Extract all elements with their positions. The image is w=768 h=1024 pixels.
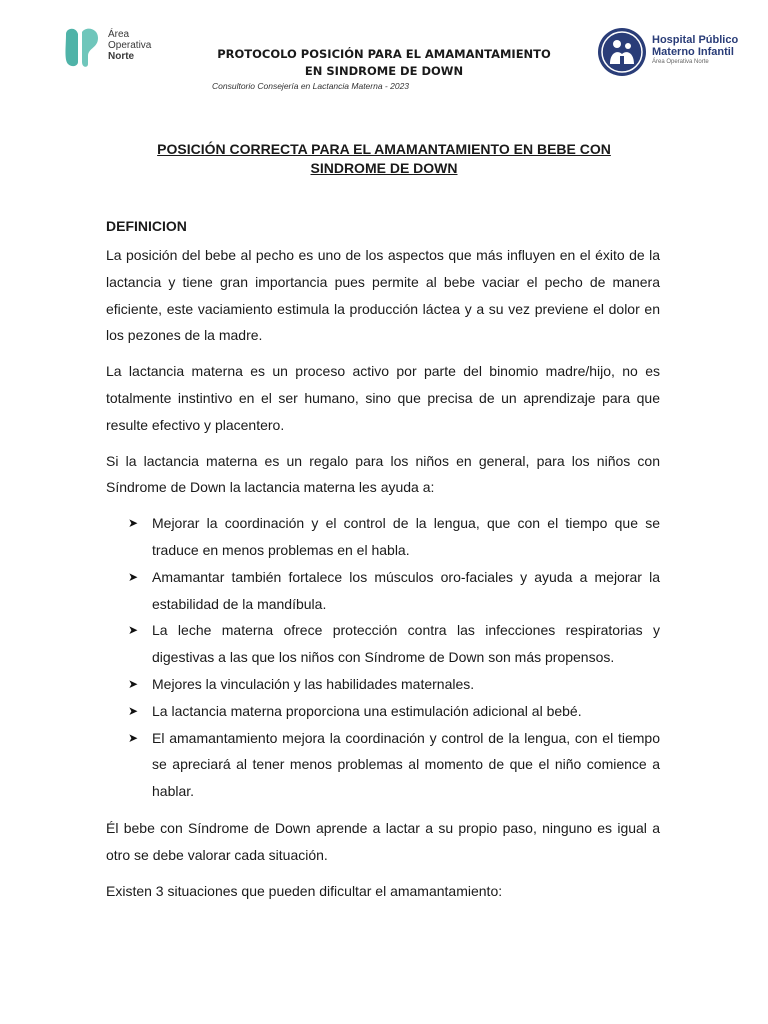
list-item-text: Amamantar también fortalece los músculos oro-faciales y ayuda a mejorar la estabilidad de la mandíbula.: [152, 568, 660, 612]
document-title-line2: SINDROME DE DOWN: [310, 160, 458, 176]
section-heading: DEFINICION: [106, 218, 187, 234]
list-item-text: La lactancia materna proporciona una estimulación adicional al bebé.: [152, 702, 582, 719]
paragraph: Si la lactancia materna es un regalo para los niños en general, para los niños con Síndrome de Down la lactancia materna les ayuda a:: [106, 452, 660, 496]
logo-right-line1: Hospital Público: [652, 34, 739, 46]
list-item: [106, 725, 660, 805]
page-header: [0, 0, 768, 110]
paragraph: Existen 3 situaciones que pueden dificultar el amamantamiento:: [106, 882, 503, 899]
paragraph: Él bebe con Síndrome de Down aprende a lactar a su propio paso, ninguno es igual a otro se debe valorar cada situación.: [106, 819, 660, 863]
benefits-list: [106, 510, 660, 805]
logo-right-line2: Materno Infantil: [652, 46, 734, 58]
list-item: [106, 510, 660, 564]
list-item-text: La leche materna ofrece protección contra las infecciones respiratorias y digestivas a las que los niños con Síndrome de Down son más propensos.: [152, 622, 660, 666]
logo-left-line3: Norte: [108, 51, 135, 62]
protocol-title: [200, 46, 568, 80]
arrowhead-bullet-icon: ➤: [128, 569, 139, 584]
protocol-title-line2: EN SINDROME DE DOWN: [304, 64, 464, 78]
area-operativa-logo-text: [108, 29, 151, 62]
list-item: [106, 698, 660, 725]
paragraph: La lactancia materna es un proceso activo por parte del binomio madre/hijo, no es totalmente instintivo en el ser humano, sino que precisa de un aprendizaje para que resulte efectivo y placentero.: [106, 363, 660, 433]
paragraph: La posición del bebe al pecho es uno de los aspectos que más influyen en el éxito de la lactancia y tiene gran importancia pues permite al bebe vaciar el pecho de manera eficiente, este vaciamiento estimula la producción láctea y a su vez previene el dolor en los pezones de la madre.: [106, 247, 660, 344]
hospital-logo: [596, 26, 739, 78]
arrowhead-bullet-icon: ➤: [128, 623, 139, 638]
protocol-subtitle: Consultorio Consejería en Lactancia Materna - 2023: [212, 81, 410, 91]
arrowhead-bullet-icon: ➤: [128, 676, 139, 691]
arrowhead-bullet-icon: ➤: [128, 703, 139, 718]
list-item: [106, 617, 660, 671]
list-item-text: El amamantamiento mejora la coordinación y control de la lengua, con el tiempo se apreciará al tener menos problemas al momento de que el niño comience a hablar.: [152, 729, 660, 800]
document-body: [106, 216, 660, 913]
area-operativa-logo-icon: [62, 26, 104, 68]
logo-left-line2: Operativa: [108, 40, 152, 51]
document-title-line1: POSICIÓN CORRECTA PARA EL AMAMANTAMIENTO EN BEBE CON: [157, 141, 611, 157]
list-item-text: Mejorar la coordinación y el control de la lengua, que con el tiempo que se traduce en menos problemas en el habla.: [152, 515, 660, 558]
area-operativa-logo: [62, 26, 172, 70]
logo-right-line3: Área Operativa Norte: [652, 59, 709, 65]
arrowhead-bullet-icon: ➤: [128, 730, 139, 745]
protocol-title-line1: PROTOCOLO POSICIÓN PARA EL AMAMANTAMIENTO: [217, 47, 551, 61]
hospital-seal-icon: [596, 26, 648, 78]
logo-left-line1: Área: [108, 29, 130, 40]
document-title: [107, 140, 661, 178]
list-item-text: Mejores la vinculación y las habilidades maternales.: [152, 675, 475, 692]
list-item: [106, 564, 660, 618]
arrowhead-bullet-icon: ➤: [128, 516, 139, 531]
list-item: [106, 671, 660, 698]
hospital-logo-text: [652, 34, 738, 67]
